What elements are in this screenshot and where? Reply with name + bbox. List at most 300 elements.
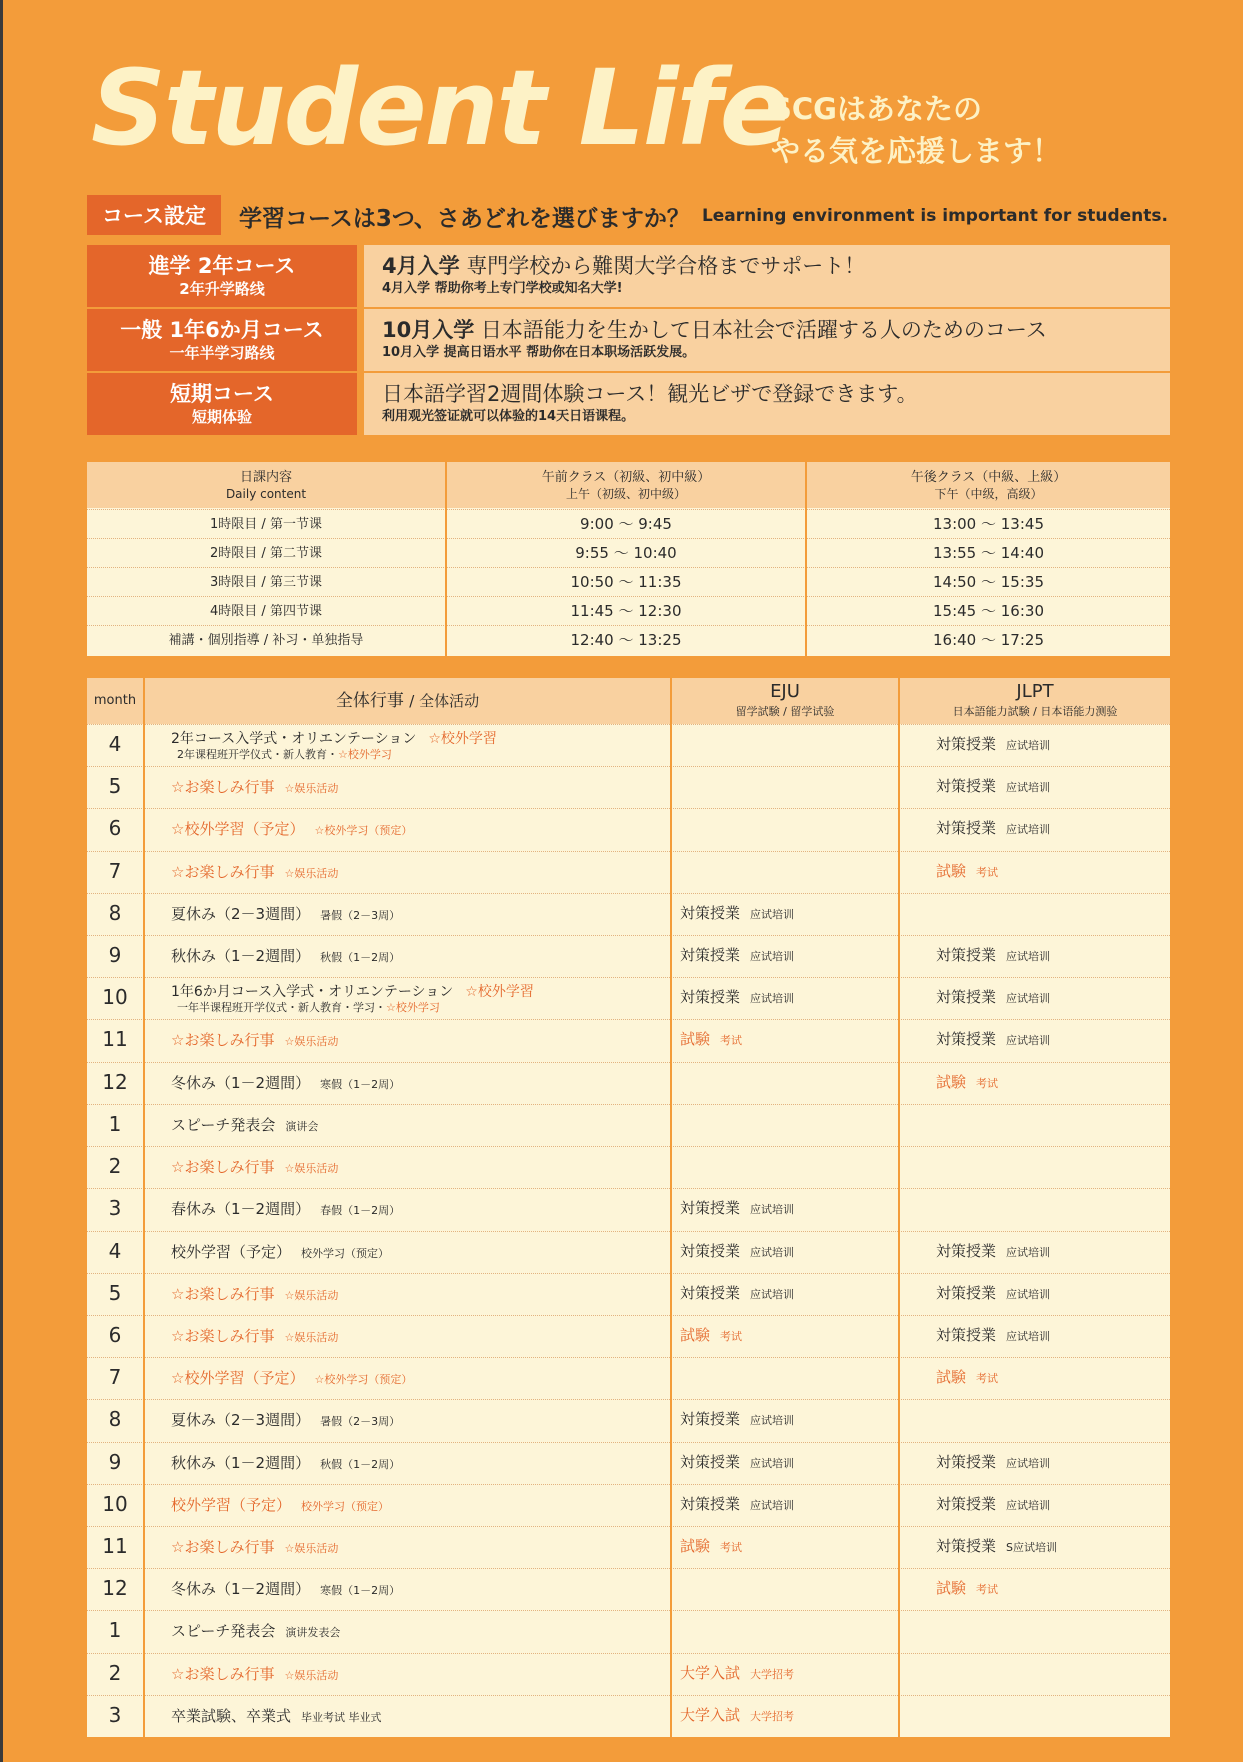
jlpt-cell [936,1063,998,1103]
eju-text: 試験 [680,1536,711,1555]
event-text-cn: 春假（1－2周） [320,1204,401,1218]
jlpt-text-cn: 应试培训 [1006,781,1051,795]
jlpt-cell [936,809,1050,849]
jlpt-cell [936,1232,1050,1272]
event-cell [171,1316,731,1355]
eju-text-cn: 大学招考 [750,1667,795,1681]
event-row [87,1062,1170,1105]
event-main [171,1409,731,1430]
event-month: 2 [108,1660,122,1685]
event-text: 1年6か月コース入学式・オリエンテーション [171,984,454,1001]
eju-text: 対策授業 [680,1410,741,1429]
eju-text: 対策授業 [680,1199,741,1218]
eju-text-cn: 应试培训 [750,992,795,1006]
event-main [171,1072,731,1093]
event-text: ☆お楽しみ行事 [171,1664,275,1683]
jlpt-text-cn: 应试培训 [1006,1034,1051,1048]
event-row [87,851,1170,894]
eju-cell [680,1232,794,1272]
event-sub-text: 一年半课程班开学仪式・新人教育・学习・ [177,1001,386,1015]
event-main [171,1663,731,1684]
event-text: ☆校外学習（予定） [171,1369,305,1388]
event-cell [171,1358,731,1397]
course-row [87,373,1170,435]
eju-text-cn: 应试培训 [750,1498,795,1512]
event-row [87,1653,1170,1696]
course-desc-cn: 利用观光签证就可以体验的14天日语课程。 [382,409,635,424]
jlpt-text-cn: 考试 [976,865,999,879]
event-month: 10 [102,985,128,1010]
schedule-header-pm-jp: 午後クラス（中級、上級） [910,470,1067,485]
event-main [171,1578,731,1599]
course-desc-box [364,245,1170,307]
period-label: 2時限目 / 第二节课 [210,546,322,561]
schedule-header-pm [807,462,1170,503]
event-month: 8 [108,900,122,925]
schedule-row [87,509,1170,539]
course-heading [239,196,1168,236]
period-label: 4時限目 / 第四节课 [210,604,322,619]
event-cell [171,894,731,933]
event-cell [171,852,731,891]
event-text-cn: 毕业考试 毕业式 [301,1710,382,1724]
events-header-all-jp: 全体行事 [335,691,404,711]
schedule-header-pm-cn: 下午（中级，高级） [934,487,1043,501]
event-main [171,1325,731,1346]
event-text: ☆お楽しみ行事 [171,778,275,797]
event-cell [171,1274,731,1313]
jlpt-text: 対策授業 [936,735,997,753]
eju-cell [680,1020,742,1060]
event-text-cn: ☆娱乐活动 [284,866,339,880]
event-row [87,1231,1170,1274]
event-text: 卒業試験、卒業式 [171,1706,292,1725]
event-text-cn: 演讲发表会 [285,1626,341,1640]
course-row [87,309,1170,371]
schedule-header-am-jp: 午前クラス（初級、初中級） [541,470,711,485]
event-row [87,1357,1170,1400]
eju-cell [680,1696,794,1736]
event-text: 冬休み（1－2週間） [171,1580,311,1599]
event-cell [171,978,731,1017]
eju-text-cn: 考试 [720,1034,743,1048]
jlpt-cell [936,852,998,892]
event-cell [171,1654,731,1693]
event-main [171,1536,731,1557]
event-main [171,981,731,1001]
event-main [171,1029,731,1050]
course-desc-cn: 4月入学 帮助你考上专门学校或知名大学! [382,281,623,296]
event-row [87,1399,1170,1442]
event-month: 11 [102,1533,128,1558]
event-cell [171,809,731,848]
tagline-line-2: やる気を応援します！ [771,134,1062,168]
events-header-all-cn: 全体活动 [419,692,480,710]
events-divider [143,678,145,1737]
event-text: ☆お楽しみ行事 [171,1158,275,1177]
event-row [87,1484,1170,1527]
event-text: 校外学習（予定） [171,1242,292,1261]
jlpt-text-cn: S应试培训 [1006,1540,1057,1554]
event-text: スピーチ発表会 [171,1622,276,1641]
event-text: 春休み（1－2週間） [171,1200,311,1219]
event-cell [171,936,731,975]
jlpt-text-cn: 考试 [976,1076,999,1090]
event-row [87,1695,1170,1738]
jlpt-text: 試験 [936,1368,967,1387]
event-text-cn: 暑假（2－3周） [320,908,401,922]
event-row [87,1610,1170,1653]
course-name: 進学 2年コース [148,254,296,278]
course-name-cn: 2年升学路线 [179,280,265,298]
event-text: ☆お楽しみ行事 [171,1537,275,1556]
annual-events-table [87,678,1170,1737]
events-header-eju-sub: 留学試験 / 留学试验 [735,705,835,718]
event-cell [171,1527,731,1566]
jlpt-text-cn: 考试 [976,1372,999,1386]
event-text-cn: ☆校外学习（预定） [314,1373,413,1387]
eju-text-cn: 考试 [720,1329,743,1343]
event-cell [171,1443,731,1482]
course-desc-box [364,373,1170,435]
jlpt-text: 対策授業 [936,1241,997,1260]
event-text: 冬休み（1－2週間） [171,1073,311,1092]
course-desc [382,316,1170,344]
eju-text: 対策授業 [680,1241,741,1260]
eju-cell [680,1189,794,1229]
eju-cell [680,936,794,976]
schedule-header-content-jp: 日課内容 [239,470,292,485]
event-cell [171,767,731,806]
course-name-cn: 短期体验 [191,408,252,426]
event-text: ☆校外学習（予定） [171,820,305,839]
jlpt-text-cn: 应试培训 [1006,1498,1051,1512]
schedule-header-content [87,462,445,503]
event-text-cn: ☆娱乐活动 [284,1035,339,1049]
event-month: 9 [108,943,122,968]
jlpt-text-cn: 考试 [976,1583,999,1597]
jlpt-cell [936,1316,1050,1356]
event-month: 7 [108,858,122,883]
page-title: Student Life [91,47,789,169]
am-time: 9:55 ～ 10:40 [575,544,677,562]
jlpt-text: 対策授業 [936,1452,997,1471]
jlpt-text: 対策授業 [936,1494,997,1513]
schedule-row [87,596,1170,626]
event-row [87,1104,1170,1147]
event-text-cn: 秋假（1－2周） [320,1457,401,1471]
jlpt-text: 対策授業 [936,777,997,796]
pm-time: 13:55 ～ 14:40 [933,544,1044,562]
eju-cell [680,894,794,934]
events-header-jlpt-title: JLPT [1016,681,1054,702]
event-row [87,1188,1170,1231]
jlpt-cell [936,936,1050,976]
jlpt-text-cn: 应试培训 [1006,1456,1051,1470]
event-month: 11 [102,1027,128,1052]
eju-cell [680,1316,742,1356]
jlpt-text: 対策授業 [936,819,997,838]
eju-text: 対策授業 [680,1283,741,1302]
event-cell [171,1232,731,1271]
jlpt-cell [936,1569,998,1609]
course-name: 一般 1年6か月コース [120,318,324,342]
eju-cell [680,1274,794,1314]
eju-cell [680,1400,794,1440]
period-label: 補講・個別指導 / 补习・单独指导 [168,633,364,648]
jlpt-cell [936,1485,1050,1525]
event-cell [171,1611,731,1650]
event-row [87,724,1170,767]
event-main [171,776,731,797]
event-tag: ☆校外学習 [428,731,497,747]
jlpt-text-cn: 应试培训 [1006,992,1051,1006]
event-text: 夏休み（2－3週間） [171,904,311,923]
event-text-cn: ☆校外学习（预定） [314,824,413,838]
schedule-divider [805,462,807,656]
event-row [87,1273,1170,1316]
course-intake: 4月入学 [382,254,460,278]
eju-cell [680,1443,794,1483]
pm-time: 13:00 ～ 13:45 [933,515,1044,533]
events-header-eju-title: EJU [770,681,800,702]
eju-text: 試験 [680,1030,711,1049]
course-name-box [87,309,357,371]
events-header-jlpt-sub: 日本語能力試験 / 日本语能力测验 [952,705,1118,718]
event-row [87,1146,1170,1189]
event-main [171,1241,731,1262]
course-row [87,245,1170,307]
event-row [87,977,1170,1020]
event-cell [171,725,731,764]
schedule-row [87,567,1170,597]
course-intake: 10月入学 [382,318,475,342]
event-text: ☆お楽しみ行事 [171,1031,275,1050]
event-text: 秋休み（1－2週間） [171,1453,311,1472]
event-text: 秋休み（1－2週間） [171,947,311,966]
event-text-cn: 校外学习（预定） [301,1246,390,1260]
event-month: 9 [108,1449,122,1474]
course-name-box [87,373,357,435]
event-text-cn: 寒假（1－2周） [320,1584,401,1598]
jlpt-text: 対策授業 [936,1325,997,1344]
event-text-cn: ☆娱乐活动 [284,782,339,796]
event-cell [171,1485,731,1524]
event-month: 5 [108,774,122,799]
course-name-cn: 一年半学习路线 [169,344,275,362]
event-sub [177,1001,731,1014]
event-main [171,728,731,748]
event-row [87,766,1170,809]
jlpt-cell [936,725,1050,765]
event-sub-text: 2年课程班开学仪式・新人教育・ [177,748,338,761]
events-divider [898,678,900,1737]
jlpt-text: 試験 [936,861,967,880]
course-desc [382,380,1170,408]
event-row [87,1315,1170,1358]
schedule-header-am-cn: 上午（初级、初中级） [565,487,686,501]
event-cell [171,1400,731,1439]
event-sub-tag: ☆校外学习 [338,748,392,761]
am-time: 9:00 ～ 9:45 [580,515,672,533]
event-month: 4 [108,732,122,756]
schedule-header-content-en: Daily content [225,487,307,501]
eju-text-cn: 考试 [720,1540,743,1554]
eju-text-cn: 应试培训 [750,950,795,964]
jlpt-text: 対策授業 [936,1283,997,1302]
jlpt-cell [936,767,1050,807]
event-text: スピーチ発表会 [171,1115,276,1134]
eju-text: 大学入試 [680,1663,741,1682]
eju-text-cn: 应试培训 [750,907,795,921]
event-text-cn: 寒假（1－2周） [320,1077,401,1091]
period-label: 3時限目 / 第三节课 [210,575,322,590]
eju-text: 対策授業 [680,988,741,1007]
event-main [171,1283,731,1304]
event-text-cn: ☆娱乐活动 [284,1668,339,1682]
course-heading-en: Learning environment is important for students. [701,206,1168,226]
daily-schedule-table [87,462,1170,656]
event-row [87,893,1170,936]
event-month: 12 [102,1069,128,1094]
schedule-row [87,538,1170,568]
schedule-row [87,625,1170,655]
event-main [171,1156,731,1177]
event-main [171,861,731,882]
jlpt-text-cn: 应试培训 [1006,1329,1051,1343]
eju-cell [680,1654,794,1694]
events-header-eju [672,678,898,724]
am-time: 11:45 ～ 12:30 [570,602,682,620]
eju-text: 対策授業 [680,903,741,922]
jlpt-cell [936,1443,1050,1483]
course-desc [382,252,1170,280]
jlpt-text-cn: 应试培训 [1006,950,1051,964]
event-text: 夏休み（2－3週間） [171,1411,311,1430]
event-main [171,1705,731,1726]
event-text: ☆お楽しみ行事 [171,1284,275,1303]
eju-text-cn: 应试培训 [750,1414,795,1428]
eju-text: 試験 [680,1325,711,1344]
event-month: 2 [108,1154,122,1179]
event-text-cn: 暑假（2－3周） [320,1415,401,1429]
jlpt-cell [936,1274,1050,1314]
event-main [171,1198,731,1219]
pm-time: 16:40 ～ 17:25 [933,631,1044,649]
event-text-cn: ☆娱乐活动 [284,1330,339,1344]
course-desc-cn: 10月入学 提高日语水平 帮助你在日本职场活跃发展。 [382,345,696,360]
jlpt-cell [936,1527,1057,1567]
schedule-header-am [447,462,805,503]
event-month: 3 [108,1702,122,1727]
event-row [87,1526,1170,1569]
tagline-line-1: SCGはあなたの [771,92,982,126]
event-month: 5 [108,1280,122,1305]
eju-text-cn: 大学招考 [750,1709,795,1723]
jlpt-cell [936,1358,998,1398]
event-month: 12 [102,1576,128,1601]
event-text-cn: ☆娱乐活动 [284,1162,339,1176]
jlpt-text-cn: 应试培训 [1006,1245,1051,1259]
event-month: 8 [108,1407,122,1432]
event-cell [171,1189,731,1228]
course-name-box [87,245,357,307]
tagline [771,88,1061,172]
eju-text-cn: 应试培训 [750,1203,795,1217]
am-time: 12:40 ～ 13:25 [570,631,682,649]
event-main [171,1494,731,1515]
event-cell [171,1569,731,1608]
pm-time: 14:50 ～ 15:35 [933,573,1044,591]
am-time: 10:50 ～ 11:35 [570,573,682,591]
event-text-cn: 校外学习（预定） [301,1499,390,1513]
event-cell [171,1696,731,1735]
event-month: 1 [108,1618,122,1643]
event-text: 校外学習（予定） [171,1495,292,1514]
event-text: ☆お楽しみ行事 [171,1326,275,1345]
event-main [171,903,731,924]
event-month: 4 [108,1238,122,1263]
eju-text: 対策授業 [680,1494,741,1513]
event-row [87,935,1170,978]
jlpt-text: 対策授業 [936,988,997,1007]
eju-text: 対策授業 [680,1452,741,1471]
event-row [87,1019,1170,1062]
jlpt-cell [936,1020,1050,1060]
pm-time: 15:45 ～ 16:30 [933,602,1044,620]
event-tag: ☆校外学習 [465,984,534,1001]
event-cell [171,1147,731,1186]
event-text: ☆お楽しみ行事 [171,862,275,881]
jlpt-text: 対策授業 [936,1536,997,1555]
course-desc-box [364,309,1170,371]
eju-text-cn: 应试培训 [750,1287,795,1301]
event-text-cn: 演讲会 [285,1119,319,1133]
event-cell [171,1020,731,1059]
event-month: 1 [108,1111,122,1136]
jlpt-text-cn: 应试培训 [1006,823,1051,837]
event-month: 3 [108,1196,122,1221]
event-month: 7 [108,1365,122,1390]
jlpt-text: 対策授業 [936,946,997,965]
event-month: 6 [108,816,122,841]
event-text: 2年コース入学式・オリエンテーション [171,731,417,747]
eju-cell [680,1485,794,1525]
events-header-month: month [93,693,137,708]
event-row [87,1568,1170,1611]
eju-text-cn: 应试培训 [750,1245,795,1259]
jlpt-text: 試験 [936,1579,967,1598]
jlpt-text: 対策授業 [936,1030,997,1049]
event-sub [177,748,731,761]
events-header-jlpt [900,678,1170,724]
jlpt-text-cn: 应试培训 [1006,1287,1051,1301]
jlpt-cell [936,978,1050,1018]
event-main [171,1452,731,1473]
period-label: 1時限目 / 第一节课 [210,517,322,532]
event-text-cn: 秋假（1－2周） [320,951,401,965]
event-row [87,808,1170,851]
event-main [171,1367,731,1388]
event-cell [171,1105,731,1144]
eju-text: 対策授業 [680,946,741,965]
event-text-cn: ☆娱乐活动 [284,1541,339,1555]
jlpt-text-cn: 应试培训 [1006,739,1051,752]
event-main [171,1620,731,1641]
course-name: 短期コース [170,382,274,406]
event-month: 6 [108,1322,122,1347]
schedule-divider [445,462,447,656]
